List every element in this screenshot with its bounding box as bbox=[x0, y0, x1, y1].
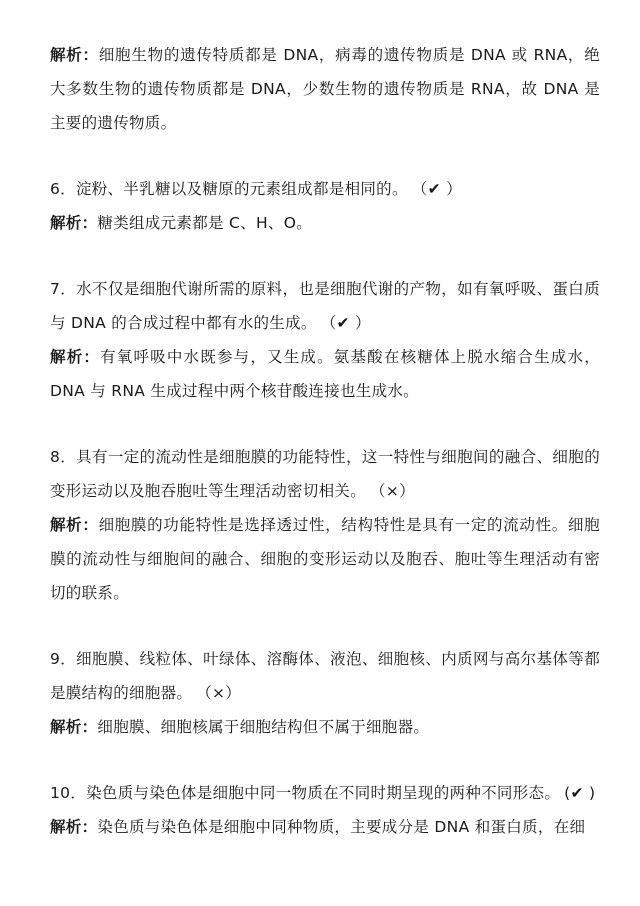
analysis-text: 细胞膜的功能特性是选择透过性，结构特性是具有一定的流动性。细胞膜的流动性与细胞间的融合、细胞的变形运动以及胞吞、胞吐等生理活动有密切的联系。 bbox=[50, 516, 600, 602]
analysis-label: 解析： bbox=[50, 348, 101, 366]
analysis-label: 解析： bbox=[50, 46, 99, 64]
analysis-text: 有氧呼吸中水既参与，又生成。氨基酸在核糖体上脱水缩合生成水，DNA 与 RNA 生成过程中两个核苷酸连接也生成水。 bbox=[50, 348, 600, 400]
answer-mark: （×） bbox=[196, 684, 242, 702]
document-page bbox=[50, 38, 600, 844]
analysis-paragraph-8 bbox=[50, 508, 600, 610]
analysis-text: 糖类组成元素都是 C、H、O。 bbox=[97, 214, 313, 232]
analysis-label: 解析： bbox=[50, 718, 98, 736]
analysis-paragraph-5 bbox=[50, 38, 600, 140]
analysis-text: 细胞生物的遗传特质都是 DNA，病毒的遗传物质是 DNA 或 RNA，绝大多数生物的遗传物质都是 DNA，少数生物的遗传物质是 RNA，故 DNA 是主要的遗传物质。 bbox=[50, 46, 600, 132]
analysis-label: 解析： bbox=[50, 516, 99, 534]
analysis-paragraph-10 bbox=[50, 810, 600, 844]
answer-mark: （✔ ） bbox=[320, 314, 371, 332]
question-10 bbox=[50, 776, 600, 810]
analysis-paragraph-9 bbox=[50, 710, 600, 744]
question-text: 9．细胞膜、线粒体、叶绿体、溶酶体、液泡、细胞核、内质网与高尔基体等都是膜结构的细胞器。 bbox=[50, 650, 600, 702]
question-text: 10．染色质与染色体是细胞中同一物质在不同时期呈现的两种不同形态。 bbox=[50, 784, 561, 802]
question-text: 7．水不仅是细胞代谢所需的原料，也是细胞代谢的产物，如有氧呼吸、蛋白质与 DNA 的合成过程中都有水的生成。 bbox=[50, 280, 600, 332]
analysis-text: 染色质与染色体是细胞中同种物质，主要成分是 DNA 和蛋白质，在细 bbox=[97, 818, 586, 836]
question-text: 6．淀粉、半乳糖以及糖原的元素组成都是相同的。 bbox=[50, 180, 408, 198]
question-7 bbox=[50, 272, 600, 340]
question-8 bbox=[50, 440, 600, 508]
answer-mark: （✔ ） bbox=[411, 180, 462, 198]
question-9 bbox=[50, 642, 600, 710]
question-6 bbox=[50, 172, 600, 206]
analysis-label: 解析： bbox=[50, 818, 98, 836]
answer-mark: (✔ ) bbox=[564, 784, 596, 802]
analysis-label: 解析： bbox=[50, 214, 98, 232]
question-text: 8．具有一定的流动性是细胞膜的功能特性，这一特性与细胞间的融合、细胞的变形运动以及胞吞胞吐等生理活动密切相关。 bbox=[50, 448, 600, 500]
analysis-paragraph-7 bbox=[50, 340, 600, 408]
analysis-text: 细胞膜、细胞核属于细胞结构但不属于细胞器。 bbox=[97, 718, 430, 736]
analysis-paragraph-6 bbox=[50, 206, 600, 240]
answer-mark: （×） bbox=[370, 482, 415, 500]
